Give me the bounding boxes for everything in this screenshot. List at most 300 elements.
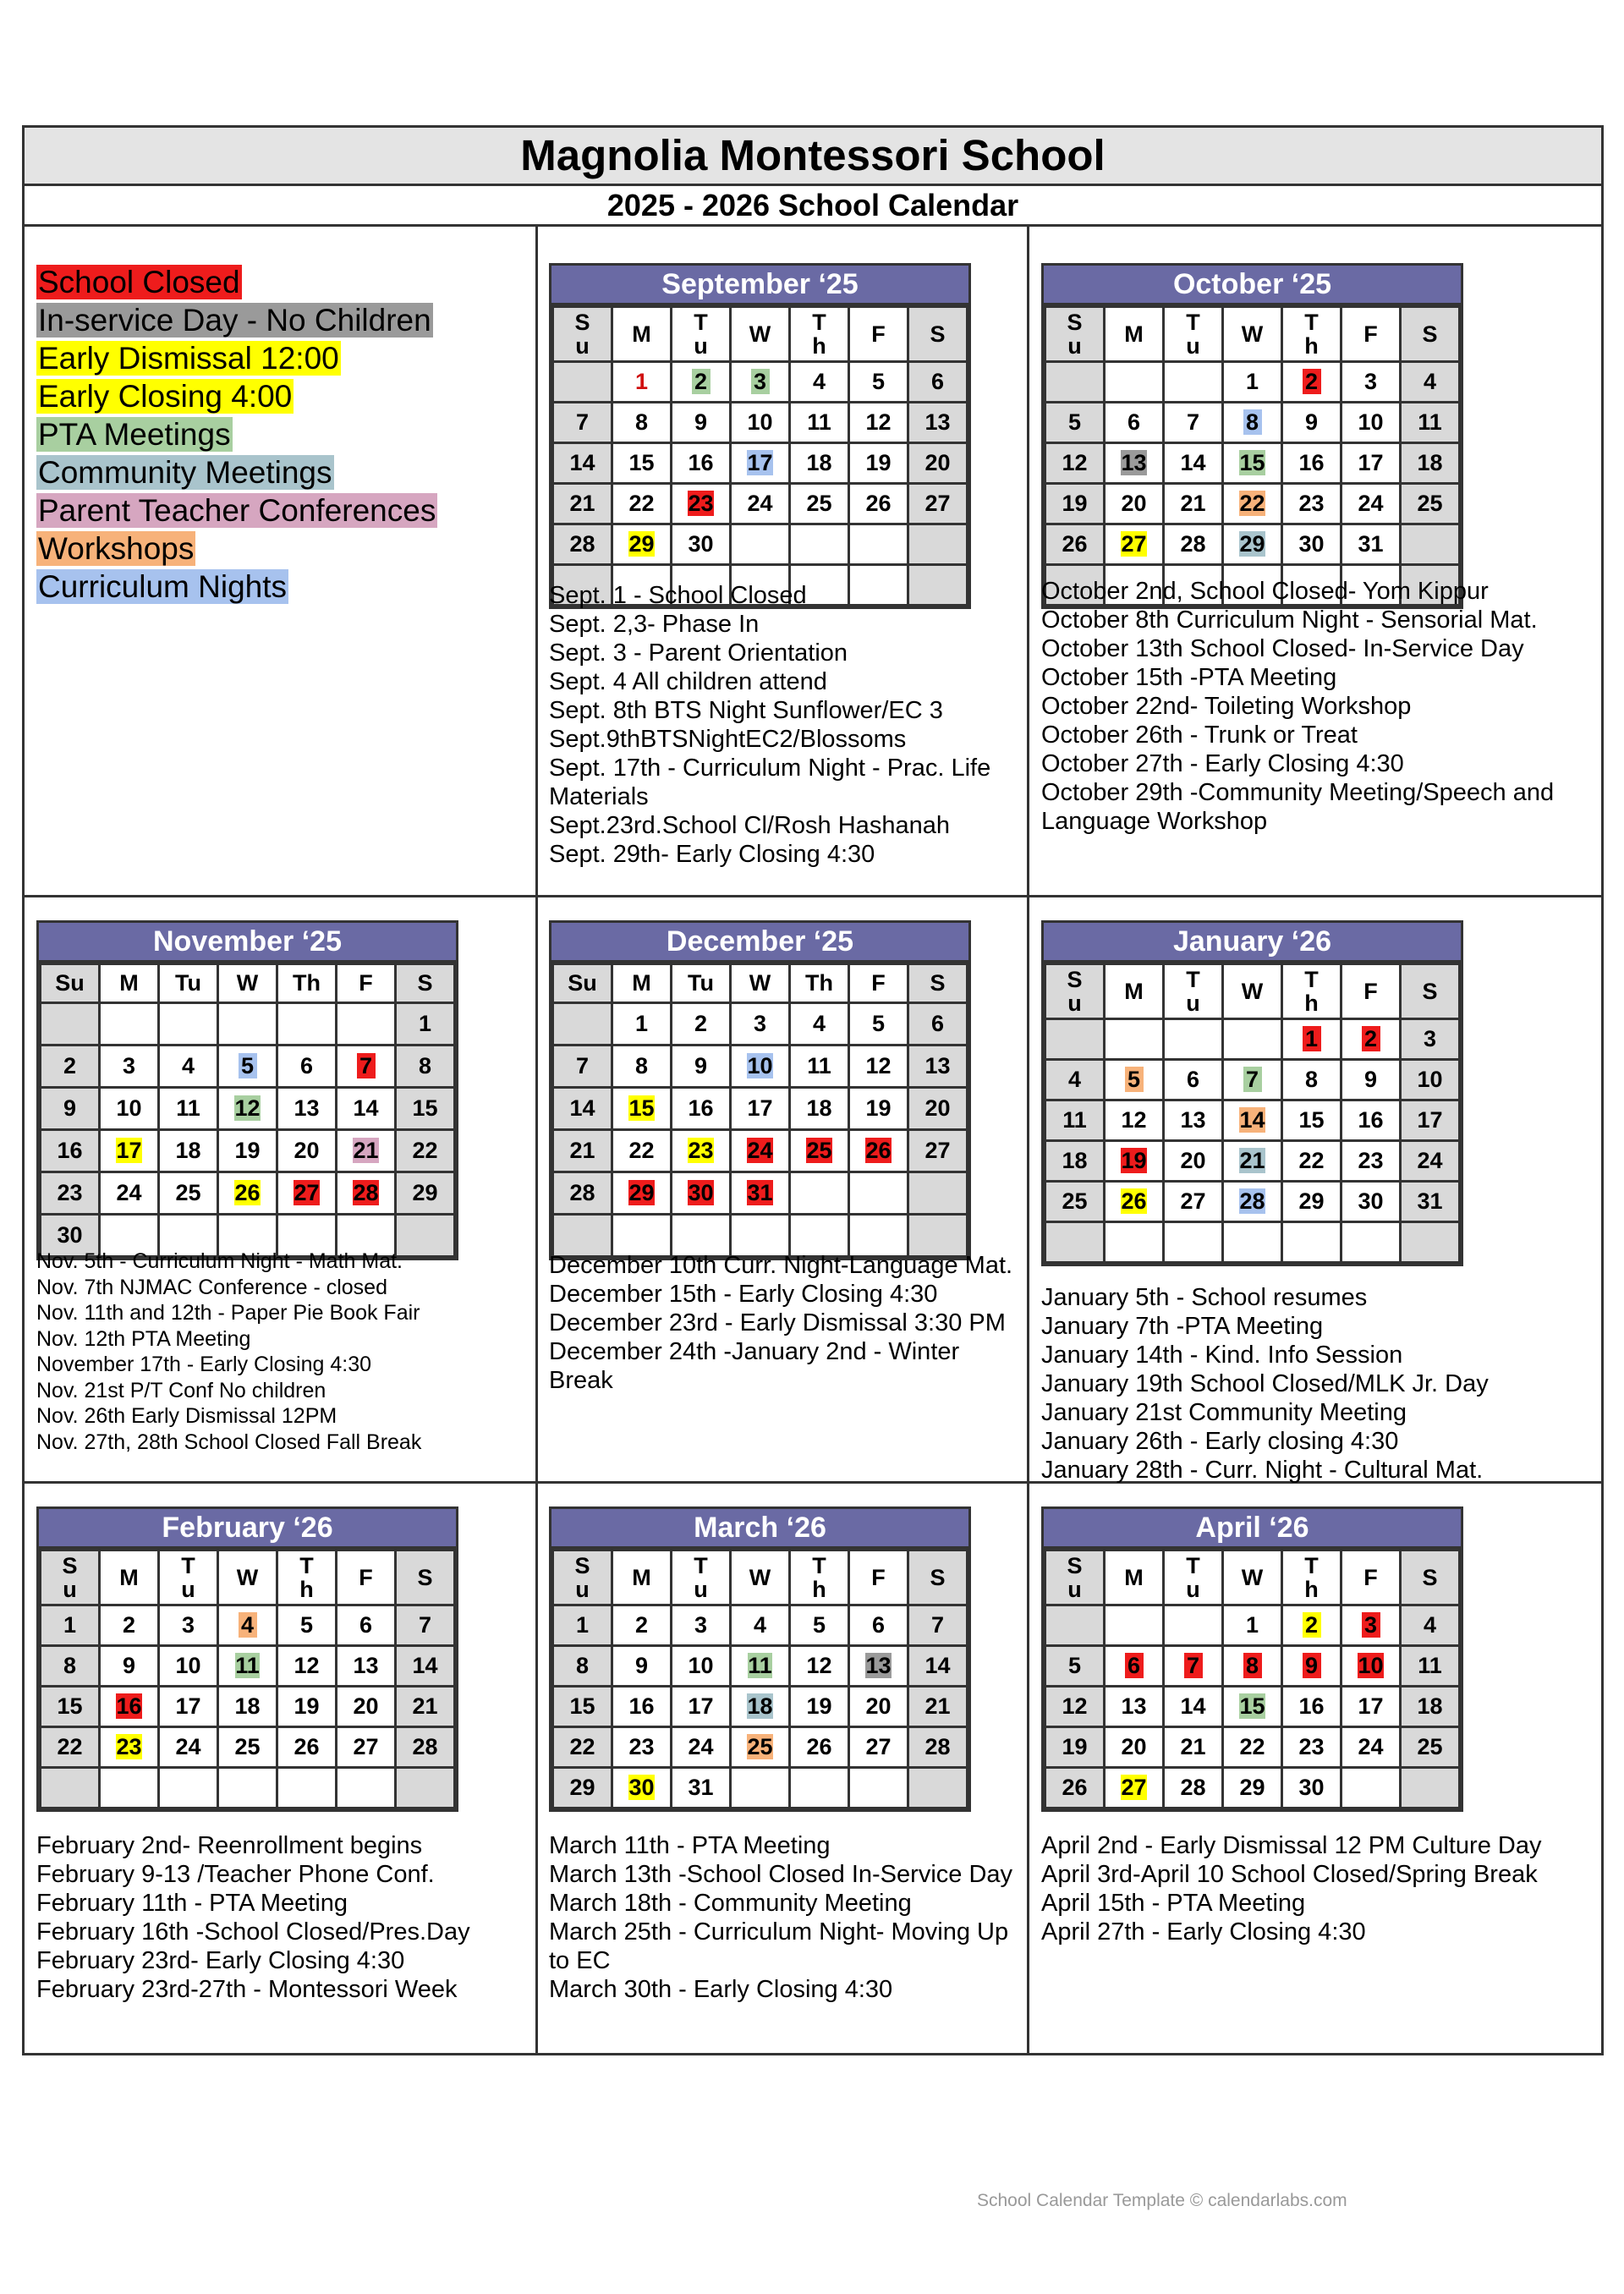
day-cell xyxy=(277,1605,337,1646)
day-cell xyxy=(790,1687,849,1727)
day-cell xyxy=(1105,1727,1164,1768)
day-cell xyxy=(396,1605,455,1646)
grid-divider xyxy=(535,226,538,2053)
day-number: 30 xyxy=(57,1222,83,1248)
day-number: 4 xyxy=(181,1053,195,1078)
day-number: 2 xyxy=(694,1011,708,1036)
weekday-header: S xyxy=(908,307,968,362)
weekday-header: S xyxy=(1401,1550,1460,1605)
day-number: 27 xyxy=(294,1180,320,1205)
day-number: 1 xyxy=(63,1612,77,1638)
day-cell xyxy=(1045,1100,1105,1141)
day-number: 10 xyxy=(1358,1653,1384,1678)
day-number: 13 xyxy=(924,1053,951,1078)
day-number: 21 xyxy=(353,1138,379,1163)
day-cell xyxy=(1223,1141,1282,1182)
note-line: October 22nd- Toileting Workshop xyxy=(1041,693,1412,720)
weekday-header: F xyxy=(1341,964,1401,1019)
day-number: 29 xyxy=(569,1775,595,1800)
day-number: 7 xyxy=(357,1053,376,1078)
day-cell xyxy=(337,1687,396,1727)
day-number: 23 xyxy=(116,1734,142,1759)
day-number: 12 xyxy=(1121,1107,1147,1133)
day-number: 24 xyxy=(747,491,773,516)
day-cell xyxy=(1401,1100,1460,1141)
weekday-header: S u xyxy=(553,307,612,362)
day-number: 21 xyxy=(1180,491,1206,516)
day-number: 3 xyxy=(1362,1612,1380,1638)
legend-label: PTA Meetings xyxy=(38,417,231,452)
day-cell xyxy=(553,484,612,524)
day-number: 20 xyxy=(924,450,951,475)
day-number: 3 xyxy=(181,1612,195,1638)
day-number: 15 xyxy=(1239,1693,1265,1719)
day-number: 25 xyxy=(806,1138,832,1163)
note-line: Sept. 1 - School Closed xyxy=(549,582,807,609)
day-cell xyxy=(1282,1222,1341,1263)
week-row xyxy=(1045,1768,1460,1808)
day-number: 14 xyxy=(1180,1693,1206,1719)
day-number: 24 xyxy=(175,1734,201,1759)
note-line: October 13th School Closed- In-Service Day xyxy=(1041,635,1524,662)
day-cell xyxy=(790,1646,849,1687)
day-number: 26 xyxy=(294,1734,320,1759)
day-number: 5 xyxy=(812,1612,826,1638)
day-cell xyxy=(731,1605,790,1646)
day-cell xyxy=(672,443,731,484)
day-number: 24 xyxy=(747,1138,773,1163)
day-cell xyxy=(1401,1141,1460,1182)
weekday-header: Tu xyxy=(672,964,731,1003)
day-number: 6 xyxy=(1186,1067,1200,1092)
day-cell xyxy=(612,1727,672,1768)
day-number: 2 xyxy=(1303,1612,1321,1638)
day-cell xyxy=(1401,484,1460,524)
day-number: 12 xyxy=(1062,1693,1088,1719)
day-cell xyxy=(1045,403,1105,443)
day-number: 18 xyxy=(1417,1693,1443,1719)
day-cell xyxy=(553,1646,612,1687)
day-number: 9 xyxy=(122,1653,136,1678)
day-number: 9 xyxy=(694,409,708,435)
week-row xyxy=(1045,1141,1460,1182)
day-cell xyxy=(1401,1222,1460,1263)
day-cell xyxy=(218,1130,277,1172)
note-line: February 16th -School Closed/Pres.Day xyxy=(36,1918,470,1946)
day-cell xyxy=(612,1130,672,1172)
day-cell xyxy=(1341,1768,1401,1808)
legend-label: Early Closing 4:00 xyxy=(38,379,293,414)
day-cell xyxy=(553,362,612,403)
day-number: 4 xyxy=(1067,1067,1082,1092)
day-number: 27 xyxy=(353,1734,379,1759)
day-cell xyxy=(612,1215,672,1257)
day-cell xyxy=(908,1605,968,1646)
day-cell xyxy=(1045,484,1105,524)
day-cell xyxy=(1282,1060,1341,1100)
day-number: 27 xyxy=(924,491,951,516)
note-line: April 3rd-April 10 School Closed/Spring Break xyxy=(1041,1861,1538,1888)
day-cell xyxy=(1164,1019,1223,1060)
day-cell xyxy=(553,1172,612,1215)
day-cell xyxy=(1401,524,1460,565)
day-number: 28 xyxy=(1239,1188,1265,1214)
month-table xyxy=(551,1549,968,1809)
weekday-header: F xyxy=(849,1550,908,1605)
day-cell xyxy=(396,1768,455,1808)
day-number: 29 xyxy=(1298,1188,1325,1214)
day-number: 2 xyxy=(122,1612,136,1638)
note-line: December 23rd - Early Dismissal 3:30 PM xyxy=(549,1309,1006,1336)
weekday-header: T u xyxy=(1164,964,1223,1019)
day-number: 7 xyxy=(575,409,590,435)
day-number: 15 xyxy=(628,1095,655,1121)
day-cell xyxy=(1105,443,1164,484)
day-number: 3 xyxy=(751,369,770,394)
week-row xyxy=(41,1088,455,1130)
day-cell xyxy=(218,1605,277,1646)
day-cell xyxy=(908,1646,968,1687)
weekday-header: F xyxy=(337,1550,396,1605)
day-number: 19 xyxy=(1062,491,1088,516)
day-cell xyxy=(277,1768,337,1808)
day-cell xyxy=(1401,1646,1460,1687)
day-cell xyxy=(1341,362,1401,403)
day-number: 15 xyxy=(57,1693,83,1719)
note-line: January 14th - Kind. Info Session xyxy=(1041,1342,1403,1369)
day-number: 19 xyxy=(865,450,892,475)
day-number: 20 xyxy=(353,1693,379,1719)
day-cell xyxy=(908,403,968,443)
note-line: Break xyxy=(549,1367,613,1394)
month-table xyxy=(551,305,968,606)
day-cell xyxy=(218,1045,277,1088)
day-cell xyxy=(1164,443,1223,484)
week-row xyxy=(553,1687,968,1727)
day-number: 20 xyxy=(1180,1148,1206,1173)
day-number: 31 xyxy=(1417,1188,1443,1214)
day-cell xyxy=(849,1687,908,1727)
day-cell xyxy=(908,1172,968,1215)
day-number: 25 xyxy=(1062,1188,1088,1214)
day-number: 24 xyxy=(1358,491,1384,516)
day-cell xyxy=(553,443,612,484)
day-cell xyxy=(790,1045,849,1088)
weekday-header: F xyxy=(337,964,396,1003)
day-number: 11 xyxy=(1418,1653,1442,1678)
day-cell xyxy=(1045,1019,1105,1060)
day-cell xyxy=(1223,362,1282,403)
day-number: 28 xyxy=(924,1734,951,1759)
day-cell xyxy=(612,1605,672,1646)
day-cell xyxy=(612,1646,672,1687)
day-cell xyxy=(553,1768,612,1808)
day-cell xyxy=(159,1088,218,1130)
day-cell xyxy=(612,443,672,484)
day-cell xyxy=(41,1130,100,1172)
day-number: 18 xyxy=(806,1095,832,1121)
month-title: March ‘26 xyxy=(551,1509,968,1549)
weekday-header: M xyxy=(612,964,672,1003)
day-number: 4 xyxy=(239,1612,257,1638)
day-cell xyxy=(1164,1727,1223,1768)
day-cell xyxy=(41,1088,100,1130)
day-number: 16 xyxy=(57,1138,83,1163)
day-cell xyxy=(218,1727,277,1768)
day-cell xyxy=(731,484,790,524)
day-cell xyxy=(1045,1687,1105,1727)
note-line: January 21st Community Meeting xyxy=(1041,1399,1407,1426)
week-row xyxy=(41,1727,455,1768)
day-cell xyxy=(100,1003,159,1045)
legend-label: Community Meetings xyxy=(38,455,332,490)
day-number: 16 xyxy=(116,1693,142,1719)
day-number: 18 xyxy=(806,450,832,475)
day-cell xyxy=(41,1768,100,1808)
day-cell xyxy=(1223,403,1282,443)
day-number: 17 xyxy=(747,1095,773,1121)
day-number: 6 xyxy=(930,369,945,394)
week-row xyxy=(1045,1687,1460,1727)
day-number: 28 xyxy=(569,1180,595,1205)
day-cell xyxy=(731,1215,790,1257)
month-notes xyxy=(1041,1831,1541,1946)
day-number: 17 xyxy=(688,1693,714,1719)
week-row xyxy=(1045,1019,1460,1060)
week-row xyxy=(1045,362,1460,403)
legend xyxy=(36,263,437,606)
day-cell xyxy=(1105,1222,1164,1263)
weekday-header: T h xyxy=(790,307,849,362)
day-cell xyxy=(100,1768,159,1808)
weekday-header: T u xyxy=(672,1550,731,1605)
day-number: 12 xyxy=(294,1653,320,1678)
day-cell xyxy=(790,484,849,524)
day-cell xyxy=(849,1045,908,1088)
weekday-header: W xyxy=(731,1550,790,1605)
day-cell xyxy=(1341,1100,1401,1141)
day-cell xyxy=(672,1045,731,1088)
day-number: 29 xyxy=(1239,531,1265,557)
day-cell xyxy=(672,1130,731,1172)
day-cell xyxy=(41,1687,100,1727)
day-number: 24 xyxy=(116,1180,142,1205)
day-cell xyxy=(277,1646,337,1687)
day-cell xyxy=(1282,362,1341,403)
day-number: 30 xyxy=(1298,531,1325,557)
legend-label: In-service Day - No Children xyxy=(38,303,431,338)
week-row xyxy=(1045,524,1460,565)
day-cell xyxy=(337,1605,396,1646)
day-cell xyxy=(1282,1605,1341,1646)
day-number: 8 xyxy=(634,1053,649,1078)
day-cell xyxy=(337,1768,396,1808)
day-cell xyxy=(159,1646,218,1687)
day-cell xyxy=(790,1215,849,1257)
legend-label: Early Dismissal 12:00 xyxy=(38,341,339,376)
day-cell xyxy=(218,1003,277,1045)
day-number: 21 xyxy=(569,1138,595,1163)
day-number: 15 xyxy=(1298,1107,1325,1133)
day-number: 13 xyxy=(353,1653,379,1678)
week-row xyxy=(41,1768,455,1808)
note-line: Nov. 5th - Curriculum Night - Math Mat. xyxy=(36,1249,403,1273)
month-title: September ‘25 xyxy=(551,266,968,305)
week-row xyxy=(41,1045,455,1088)
day-number: 17 xyxy=(175,1693,201,1719)
day-cell xyxy=(1341,1222,1401,1263)
day-number: 28 xyxy=(353,1180,379,1205)
day-cell xyxy=(1282,1100,1341,1141)
week-row xyxy=(1045,1727,1460,1768)
day-number: 7 xyxy=(930,1612,945,1638)
note-line: Sept. 17th - Curriculum Night - Prac. Life xyxy=(549,755,991,782)
day-cell xyxy=(396,1045,455,1088)
day-cell xyxy=(849,1088,908,1130)
day-cell xyxy=(908,362,968,403)
day-cell xyxy=(908,1130,968,1172)
note-line: April 2nd - Early Dismissal 12 PM Culture Day xyxy=(1041,1832,1542,1859)
day-number: 22 xyxy=(1239,1734,1265,1759)
day-number: 13 xyxy=(1121,1693,1147,1719)
month-title: January ‘26 xyxy=(1044,923,1461,963)
day-cell xyxy=(1401,1605,1460,1646)
day-number: 22 xyxy=(1298,1148,1325,1173)
day-number: 6 xyxy=(299,1053,314,1078)
day-cell xyxy=(159,1130,218,1172)
day-cell xyxy=(790,1130,849,1172)
weekday-header: T u xyxy=(672,307,731,362)
day-cell xyxy=(1164,524,1223,565)
note-line: Nov. 11th and 12th - Paper Pie Book Fair xyxy=(36,1301,420,1325)
day-number: 2 xyxy=(692,369,710,394)
note-line: January 7th -PTA Meeting xyxy=(1041,1313,1324,1340)
weekday-header: Th xyxy=(790,964,849,1003)
day-cell xyxy=(1223,484,1282,524)
day-cell xyxy=(1401,362,1460,403)
day-cell xyxy=(1282,1646,1341,1687)
day-number: 16 xyxy=(1358,1107,1384,1133)
day-cell xyxy=(1223,1687,1282,1727)
day-number: 15 xyxy=(412,1095,438,1121)
page-title: Magnolia Montessori School xyxy=(25,128,1601,186)
day-cell xyxy=(849,1130,908,1172)
day-cell xyxy=(396,1687,455,1727)
weekday-header: T h xyxy=(790,1550,849,1605)
month-title: December ‘25 xyxy=(551,923,968,963)
day-cell xyxy=(612,484,672,524)
day-cell xyxy=(218,1172,277,1215)
day-cell xyxy=(1223,1182,1282,1222)
day-cell xyxy=(908,524,968,565)
weekday-header: T h xyxy=(277,1550,337,1605)
weekday-header: S xyxy=(1401,307,1460,362)
day-number: 26 xyxy=(865,1138,892,1163)
day-cell xyxy=(553,1727,612,1768)
day-cell xyxy=(849,1605,908,1646)
day-cell xyxy=(1282,1182,1341,1222)
month-calendar xyxy=(36,920,458,1260)
day-cell xyxy=(1105,1768,1164,1808)
month-table xyxy=(551,963,968,1258)
day-cell xyxy=(1164,1141,1223,1182)
weekday-header: W xyxy=(1223,964,1282,1019)
day-number: 12 xyxy=(865,1053,892,1078)
day-cell xyxy=(1341,1060,1401,1100)
day-number: 22 xyxy=(628,491,655,516)
day-cell xyxy=(1282,1768,1341,1808)
weekday-header: S u xyxy=(1045,307,1105,362)
weekday-header: F xyxy=(1341,307,1401,362)
day-number: 2 xyxy=(63,1053,77,1078)
weekday-header: W xyxy=(218,1550,277,1605)
weekday-header: M xyxy=(1105,307,1164,362)
month-notes xyxy=(36,1249,421,1455)
week-row xyxy=(553,443,968,484)
day-number: 8 xyxy=(634,409,649,435)
day-number: 1 xyxy=(418,1011,432,1036)
day-cell xyxy=(672,1646,731,1687)
month-table xyxy=(39,963,456,1258)
note-line: October 15th -PTA Meeting xyxy=(1041,664,1337,691)
day-cell xyxy=(41,1045,100,1088)
day-number: 18 xyxy=(1062,1148,1088,1173)
day-cell xyxy=(672,403,731,443)
day-number: 4 xyxy=(1423,369,1437,394)
day-number: 21 xyxy=(569,491,595,516)
day-cell xyxy=(1164,1646,1223,1687)
legend-label: Curriculum Nights xyxy=(38,569,288,604)
weekday-header: W xyxy=(218,964,277,1003)
day-cell xyxy=(41,1003,100,1045)
day-cell xyxy=(1045,1768,1105,1808)
day-number: 8 xyxy=(418,1053,432,1078)
day-number: 18 xyxy=(175,1138,201,1163)
day-number: 14 xyxy=(1180,450,1206,475)
day-number: 28 xyxy=(412,1734,438,1759)
day-cell xyxy=(1164,403,1223,443)
day-cell xyxy=(1341,1687,1401,1727)
day-number: 1 xyxy=(1245,369,1259,394)
day-cell xyxy=(612,524,672,565)
day-cell xyxy=(396,1003,455,1045)
weekday-header: Su xyxy=(553,964,612,1003)
day-number: 24 xyxy=(1358,1734,1384,1759)
day-cell xyxy=(100,1130,159,1172)
day-cell xyxy=(41,1605,100,1646)
day-number: 7 xyxy=(418,1612,432,1638)
note-line: March 18th - Community Meeting xyxy=(549,1890,912,1917)
day-cell xyxy=(553,1003,612,1045)
day-number: 25 xyxy=(234,1734,261,1759)
day-cell xyxy=(790,1727,849,1768)
weekday-header: S xyxy=(396,964,455,1003)
day-cell xyxy=(1282,443,1341,484)
day-cell xyxy=(396,1172,455,1215)
day-number: 15 xyxy=(628,450,655,475)
note-line: January 28th - Curr. Night - Cultural Mat. xyxy=(1041,1457,1484,1484)
day-cell xyxy=(100,1646,159,1687)
note-line: Sept. 2,3- Phase In xyxy=(549,611,760,638)
week-row xyxy=(553,1045,968,1088)
month-calendar xyxy=(549,1506,971,1812)
day-number: 24 xyxy=(688,1734,714,1759)
week-row xyxy=(1045,1646,1460,1687)
day-cell xyxy=(612,1172,672,1215)
day-number: 6 xyxy=(1127,409,1141,435)
day-number: 23 xyxy=(1298,1734,1325,1759)
day-cell xyxy=(1401,1687,1460,1727)
